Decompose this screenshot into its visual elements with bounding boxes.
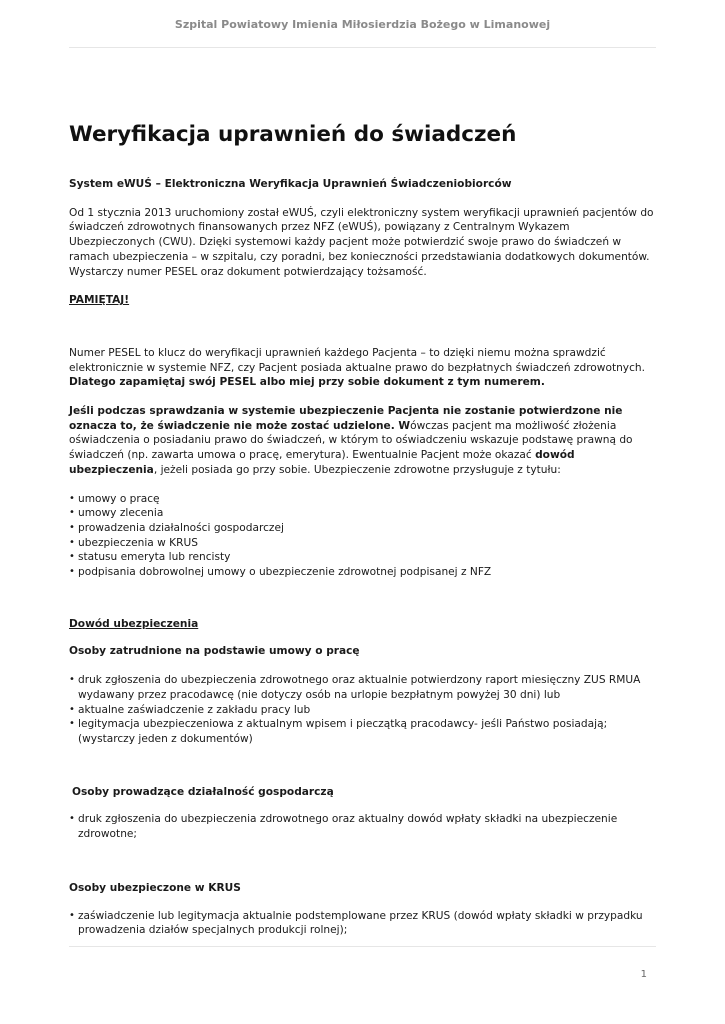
system-intro: Od 1 stycznia 2013 uruchomiony został eWUŚ, czyli elektroniczny system weryfikacji uprawnień pacjentów do świadczeń zdrowotnych finansowanych przez NFZ (eWUŚ), powiązany z Centralnym Wykazem Ubezpieczonych (CWU). Dzięki systemowi każdy pacjent może potwierdzić swoje prawo do świadczeń w ramach ubezpieczenia – w szpitalu, czy poradni, bez konieczności przedstawiania dodatkowych dokumentów. Wystarczy numer PESEL oraz dokument potwierdzający tożsamość. xyxy=(69,206,654,278)
list-item: • statusu emeryta lub rencisty xyxy=(69,550,659,565)
check-bold-1: Jeśli podczas sprawdzania w systemie ubezpieczenie Pacjenta nie zostanie potwierdzone nie oznacza to, że świadczenie nie może zostać udzielone. W xyxy=(69,405,623,432)
pesel-text: Numer PESEL to klucz do weryfikacji uprawnień każdego Pacjenta – to dzięki niemu można sprawdzić elektronicznie w systemie NFZ, czy Pacjent posiada aktualne prawo do bezpłatnych świadczeń zdrowotnych. xyxy=(69,346,645,374)
list-item: • umowy o pracę xyxy=(69,492,659,507)
system-heading: System eWUŚ – Elektroniczna Weryfikacja Uprawnień Świadczeniobiorców xyxy=(69,178,512,190)
list-item: • aktualne zaświadczenie z zakładu pracy lub xyxy=(69,703,659,718)
page-title: Weryfikacja uprawnień do świadczeń xyxy=(69,122,517,147)
check-text-2: , jeżeli posiada go przy sobie. Ubezpieczenie zdrowotne przysługuje z tytułu: xyxy=(153,463,561,476)
business-list xyxy=(69,812,659,841)
list-item: • druk zgłoszenia do ubezpieczenia zdrowotnego oraz aktualnie potwierdzony raport miesięczny ZUS RMUA wydawany przez pracodawcę (nie dotyczy osób na urlopie bezpłatnym powyżej 30 dni) lub xyxy=(69,673,659,702)
employees-list xyxy=(69,673,659,747)
list-item: • ubezpieczenia w KRUS xyxy=(69,536,659,551)
list-item: • druk zgłoszenia do ubezpieczenia zdrowotnego oraz aktualny dowód wpłaty składki na ubezpieczenie zdrowotne; xyxy=(69,812,659,841)
remember-label: PAMIĘTAJ! xyxy=(69,294,130,307)
list-item: • legitymacja ubezpieczeniowa z aktualnym wpisem i pieczątką pracodawcy- jeśli Państwo posiadają; (wystarczy jeden z dokumentów) xyxy=(69,717,659,746)
page-content xyxy=(69,117,659,938)
list-item: • prowadzenia działalności gospodarczej xyxy=(69,521,659,536)
list-item: • umowy zlecenia xyxy=(69,506,659,521)
document-header: Szpital Powiatowy Imienia Miłosierdzia Bożego w Limanowej xyxy=(174,18,551,31)
pesel-paragraph xyxy=(69,346,659,390)
proof-heading: Dowód ubezpieczenia xyxy=(69,617,199,630)
check-text-1: ówczas pacjent ma możliwość złożenia oświadczenia o posiadaniu prawo do świadczeń, w którym to oświadczeniu wskazuje podstawę prawną do świadczeń (np. zawarta umowa o pracę, emerytura). Ewentualnie Pacjent może okazać xyxy=(69,419,633,462)
check-paragraph xyxy=(69,404,659,478)
check-bold-2: dowód ubezpieczenia xyxy=(69,449,575,476)
pesel-bold: Dlatego zapamiętaj swój PESEL albo miej przy sobie dokument z tym numerem. xyxy=(69,376,545,389)
krus-list xyxy=(69,909,659,938)
list-item: • podpisania dobrowolnej umowy o ubezpieczenie zdrowotnej podpisanej z NFZ xyxy=(69,565,659,580)
krus-heading: Osoby ubezpieczone w KRUS xyxy=(69,881,241,894)
footer-divider xyxy=(69,946,656,947)
list-item: • zaświadczenie lub legitymacja aktualnie podstemplowane przez KRUS (dowód wpłaty składki w przypadku prowadzenia działów specjalnych produkcji rolnej); xyxy=(69,909,659,938)
page-number: 1 xyxy=(640,969,647,980)
insurance-titles-list xyxy=(69,492,659,580)
header-divider xyxy=(69,47,656,48)
business-heading: Osoby prowadzące działalność gospodarczą xyxy=(72,785,334,798)
employees-heading: Osoby zatrudnione na podstawie umowy o pracę xyxy=(69,645,360,658)
